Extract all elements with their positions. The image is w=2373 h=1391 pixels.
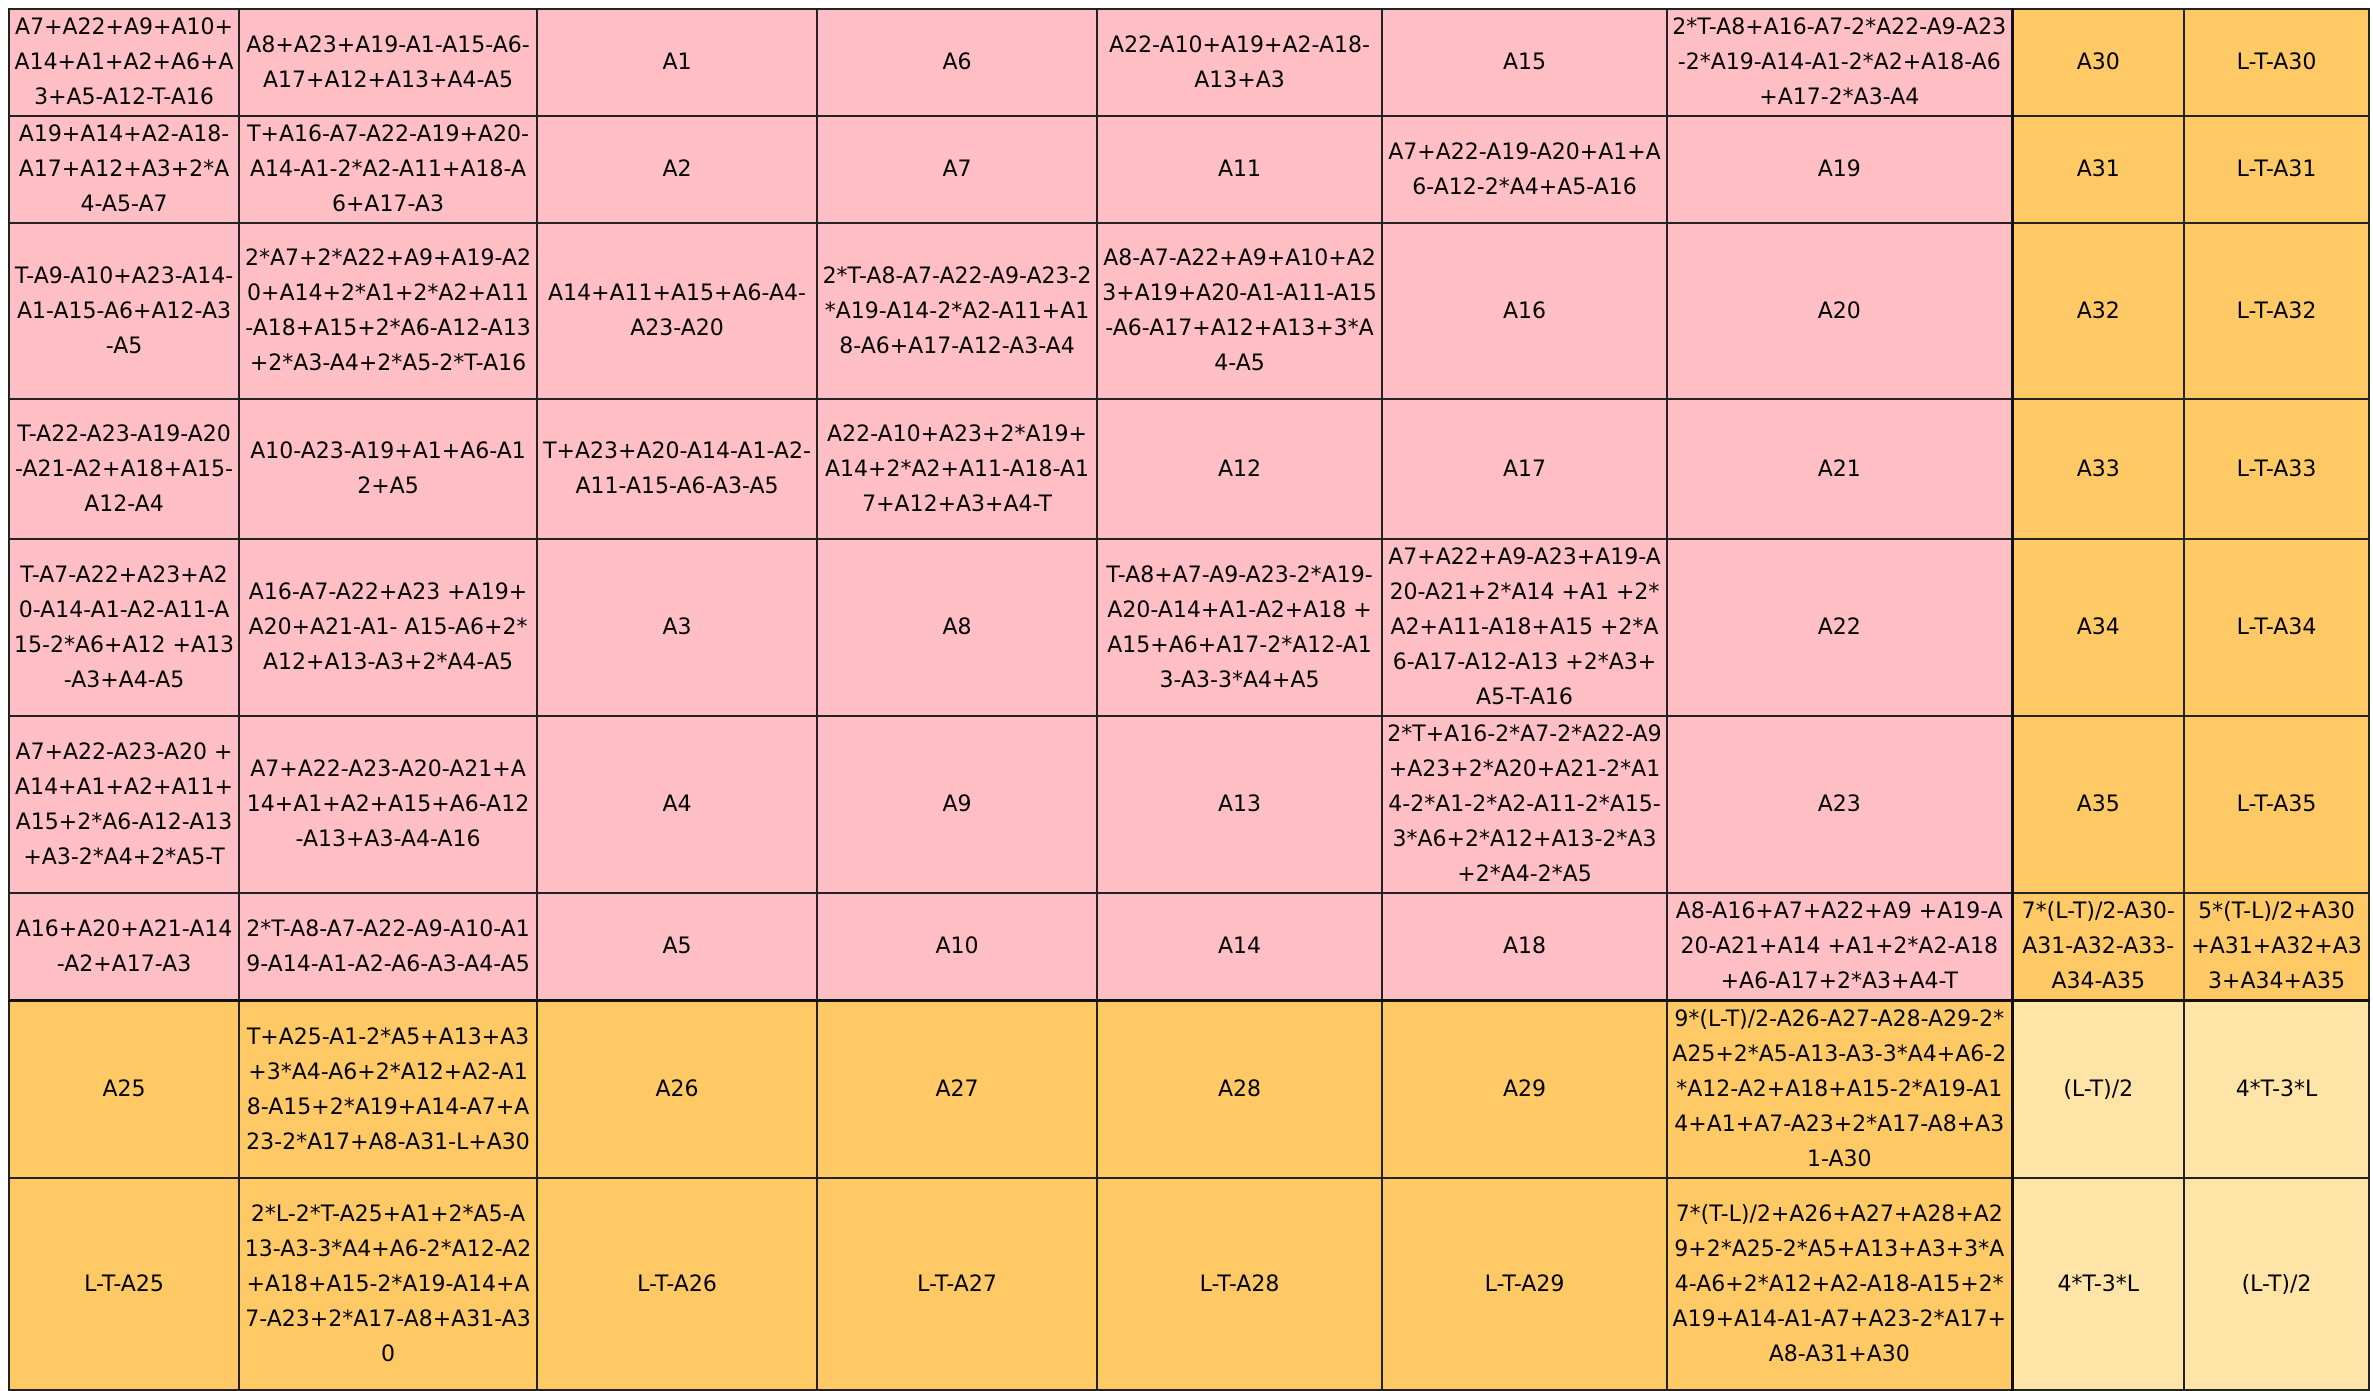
table-cell: A21 xyxy=(1667,399,2012,539)
table-cell: A14 xyxy=(1097,893,1382,1001)
table-cell: A8-A16+A7+A22+A9 +A19-A20-A21+A14 +A1+2*A2-A18+A6-A17+2*A3+A4-T xyxy=(1667,893,2012,1001)
table-cell: T-A9-A10+A23-A14-A1-A15-A6+A12-A3-A5 xyxy=(9,223,239,399)
table-cell: A28 xyxy=(1097,1001,1382,1179)
table-cell: T-A22-A23-A19-A20-A21-A2+A18+A15-A12-A4 xyxy=(9,399,239,539)
table-cell: L-T-A28 xyxy=(1097,1178,1382,1390)
table-cell: A2 xyxy=(537,116,817,223)
table-cell: A33 xyxy=(2012,399,2184,539)
table-row xyxy=(9,1001,2369,1179)
table-cell: T-A7-A22+A23+A20-A14-A1-A2-A11-A15-2*A6+A12 +A13-A3+A4-A5 xyxy=(9,539,239,716)
table-cell: A19 xyxy=(1667,116,2012,223)
table-cell: A7+A22-A23-A20 +A14+A1+A2+A11+A15+2*A6-A12-A13 +A3-2*A4+2*A5-T xyxy=(9,716,239,893)
table-cell: A34 xyxy=(2012,539,2184,716)
table-cell: A8+A23+A19-A1-A15-A6-A17+A12+A13+A4-A5 xyxy=(239,9,537,116)
table-cell: A8 xyxy=(817,539,1097,716)
table-cell: A20 xyxy=(1667,223,2012,399)
table-cell: A29 xyxy=(1382,1001,1667,1179)
table-cell: A25 xyxy=(9,1001,239,1179)
table-cell: A16-A7-A22+A23 +A19+A20+A21-A1- A15-A6+2*A12+A13-A3+2*A4-A5 xyxy=(239,539,537,716)
table-cell: A7+A22-A23-A20-A21+A14+A1+A2+A15+A6-A12-A13+A3-A4-A16 xyxy=(239,716,537,893)
table-cell: 5*(T-L)/2+A30+A31+A32+A33+A34+A35 xyxy=(2184,893,2369,1001)
table-cell: 4*T-3*L xyxy=(2012,1178,2184,1390)
table-cell: A15 xyxy=(1382,9,1667,116)
table-row xyxy=(9,223,2369,399)
table-cell: A6 xyxy=(817,9,1097,116)
table-cell: A3 xyxy=(537,539,817,716)
table-cell: A7+A22+A9-A23+A19-A20-A21+2*A14 +A1 +2*A2+A11-A18+A15 +2*A6-A17-A12-A13 +2*A3+A5-T-A16 xyxy=(1382,539,1667,716)
table-cell: A16 xyxy=(1382,223,1667,399)
table-cell: A7+A22-A19-A20+A1+A6-A12-2*A4+A5-A16 xyxy=(1382,116,1667,223)
table-cell: A5 xyxy=(537,893,817,1001)
table-cell: A22 xyxy=(1667,539,2012,716)
table-cell: A35 xyxy=(2012,716,2184,893)
table-cell: L-T-A31 xyxy=(2184,116,2369,223)
table-cell: A31 xyxy=(2012,116,2184,223)
table-cell: A7+A22+A9+A10+A14+A1+A2+A6+A3+A5-A12-T-A16 xyxy=(9,9,239,116)
table-cell: T+A23+A20-A14-A1-A2-A11-A15-A6-A3-A5 xyxy=(537,399,817,539)
table-cell: A22-A10+A23+2*A19+A14+2*A2+A11-A18-A17+A12+A3+A4-T xyxy=(817,399,1097,539)
table-cell: 2*T-A8-A7-A22-A9-A23-2*A19-A14-2*A2-A11+A18-A6+A17-A12-A3-A4 xyxy=(817,223,1097,399)
table-cell: A32 xyxy=(2012,223,2184,399)
table-row xyxy=(9,893,2369,1001)
table-cell: A19+A14+A2-A18-A17+A12+A3+2*A4-A5-A7 xyxy=(9,116,239,223)
table-cell: 2*A7+2*A22+A9+A19-A20+A14+2*A1+2*A2+A11-A18+A15+2*A6-A12-A13+2*A3-A4+2*A5-2*T-A16 xyxy=(239,223,537,399)
table-row xyxy=(9,9,2369,116)
table-cell: 2*T-A8+A16-A7-2*A22-A9-A23-2*A19-A14-A1-2*A2+A18-A6+A17-2*A3-A4 xyxy=(1667,9,2012,116)
table-cell: A27 xyxy=(817,1001,1097,1179)
table-cell: 9*(L-T)/2-A26-A27-A28-A29-2*A25+2*A5-A13-A3-3*A4+A6-2*A12-A2+A18+A15-2*A19-A14+A1+A7-A23+2*A17-A8+A31-A30 xyxy=(1667,1001,2012,1179)
table-cell: A9 xyxy=(817,716,1097,893)
table-cell: L-T-A35 xyxy=(2184,716,2369,893)
table-cell: A10 xyxy=(817,893,1097,1001)
table-cell: A7 xyxy=(817,116,1097,223)
table-cell: A30 xyxy=(2012,9,2184,116)
table-row xyxy=(9,1178,2369,1390)
table-cell: A14+A11+A15+A6-A4-A23-A20 xyxy=(537,223,817,399)
table-row xyxy=(9,116,2369,223)
table-cell: L-T-A27 xyxy=(817,1178,1097,1390)
table-cell: L-T-A34 xyxy=(2184,539,2369,716)
table-cell: L-T-A29 xyxy=(1382,1178,1667,1390)
table-cell: A1 xyxy=(537,9,817,116)
table-cell: 2*L-2*T-A25+A1+2*A5-A13-A3-3*A4+A6-2*A12-A2+A18+A15-2*A19-A14+A7-A23+2*A17-A8+A31-A30 xyxy=(239,1178,537,1390)
table-cell: (L-T)/2 xyxy=(2012,1001,2184,1179)
table-cell: 7*(L-T)/2-A30-A31-A32-A33-A34-A35 xyxy=(2012,893,2184,1001)
table-cell: (L-T)/2 xyxy=(2184,1178,2369,1390)
table-cell: T-A8+A7-A9-A23-2*A19-A20-A14+A1-A2+A18 +A15+A6+A17-2*A12-A13-A3-3*A4+A5 xyxy=(1097,539,1382,716)
table-cell: A11 xyxy=(1097,116,1382,223)
table-row xyxy=(9,539,2369,716)
table-cell: L-T-A26 xyxy=(537,1178,817,1390)
table-cell: A10-A23-A19+A1+A6-A12+A5 xyxy=(239,399,537,539)
formula-grid xyxy=(8,8,2370,1391)
table-cell: A17 xyxy=(1382,399,1667,539)
table-cell: L-T-A30 xyxy=(2184,9,2369,116)
table-cell: A16+A20+A21-A14-A2+A17-A3 xyxy=(9,893,239,1001)
table-cell: A4 xyxy=(537,716,817,893)
table-cell: A13 xyxy=(1097,716,1382,893)
table-cell: 7*(T-L)/2+A26+A27+A28+A29+2*A25-2*A5+A13+A3+3*A4-A6+2*A12+A2-A18-A15+2*A19+A14-A1-A7+A23-2*A17+A8-A31+A30 xyxy=(1667,1178,2012,1390)
table-cell: 2*T-A8-A7-A22-A9-A10-A19-A14-A1-A2-A6-A3-A4-A5 xyxy=(239,893,537,1001)
table-cell: A18 xyxy=(1382,893,1667,1001)
table-cell: 2*T+A16-2*A7-2*A22-A9+A23+2*A20+A21-2*A14-2*A1-2*A2-A11-2*A15-3*A6+2*A12+A13-2*A3+2*A4-2*A5 xyxy=(1382,716,1667,893)
table-cell: L-T-A33 xyxy=(2184,399,2369,539)
table-cell: A26 xyxy=(537,1001,817,1179)
table-cell: 4*T-3*L xyxy=(2184,1001,2369,1179)
table-cell: T+A25-A1-2*A5+A13+A3+3*A4-A6+2*A12+A2-A18-A15+2*A19+A14-A7+A23-2*A17+A8-A31-L+A30 xyxy=(239,1001,537,1179)
table-cell: L-T-A32 xyxy=(2184,223,2369,399)
table-cell: A12 xyxy=(1097,399,1382,539)
table-cell: L-T-A25 xyxy=(9,1178,239,1390)
table-row xyxy=(9,716,2369,893)
table-row xyxy=(9,399,2369,539)
table-cell: A22-A10+A19+A2-A18-A13+A3 xyxy=(1097,9,1382,116)
table-cell: A23 xyxy=(1667,716,2012,893)
table-cell: A8-A7-A22+A9+A10+A23+A19+A20-A1-A11-A15-A6-A17+A12+A13+3*A4-A5 xyxy=(1097,223,1382,399)
table-cell: T+A16-A7-A22-A19+A20-A14-A1-2*A2-A11+A18-A6+A17-A3 xyxy=(239,116,537,223)
